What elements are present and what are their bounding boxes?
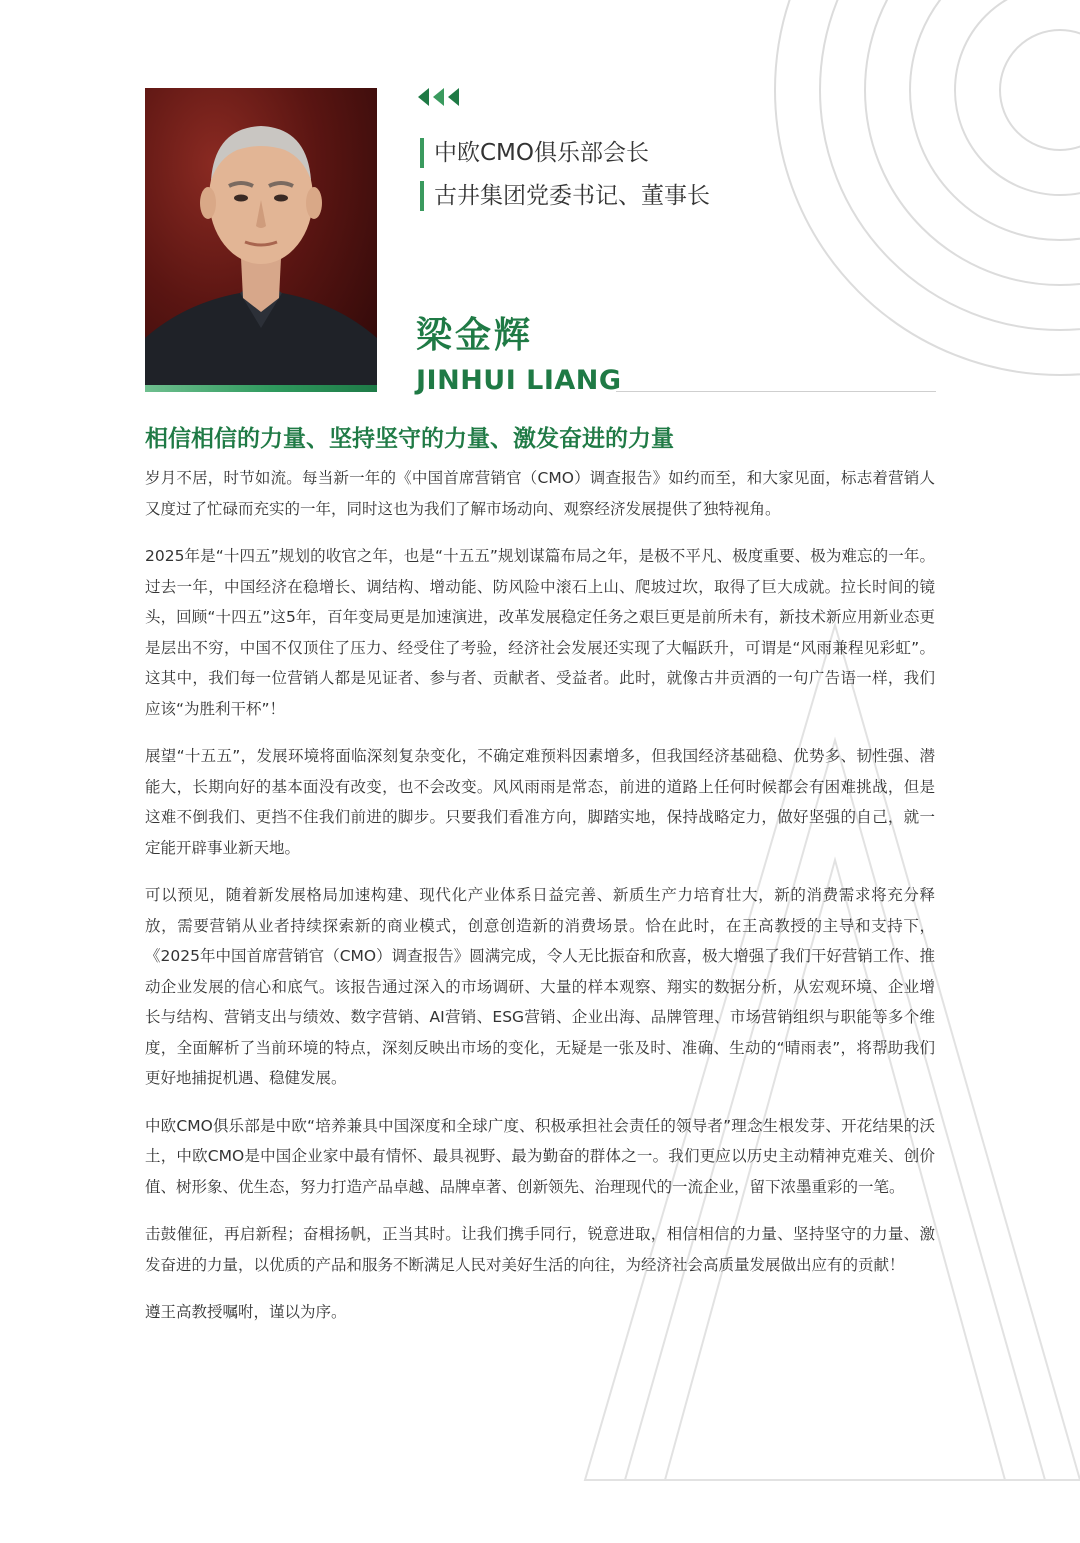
paragraph: 遵王高教授嘱咐，谨以为序。 xyxy=(145,1303,347,1321)
person-name-english: JINHUI LIANG xyxy=(416,365,622,396)
paragraph: 中欧CMO俱乐部是中欧“培养兼具中国深度和全球广度、积极承担社会责任的领导者”理念生根发芽、开花结果的沃土，中欧CMO是中国企业家中最有情怀、最具视野、最为勤奋的群体之一。我们更应以历史主动精神克难关、创价值、树形象、优生态，努力打造产品卓越、品牌卓著、创新领先、治理现代的一流企业，留下浓墨重彩的一笔。 xyxy=(145,1116,935,1196)
portrait-photo xyxy=(145,88,377,392)
chevron-left-icon xyxy=(418,88,429,106)
arrow-decoration xyxy=(418,88,459,106)
title-club-president: 中欧CMO俱乐部会长 xyxy=(420,138,649,168)
portrait-illustration xyxy=(145,88,377,392)
title-group-chairman: 古井集团党委书记、董事长 xyxy=(420,181,710,211)
paragraph: 2025年是“十四五”规划的收官之年，也是“十五五”规划谋篇布局之年，是极不平凡、极度重要、极为难忘的一年。过去一年，中国经济在稳增长、调结构、增动能、防风险中滚石上山、爬坡过坎，取得了巨大成就。拉长时间的镜头，回顾“十四五”这5年，百年变局更是加速演进，改革发展稳定任务之艰巨更是前所未有，新技术新应用新业态更是层出不穷，中国不仅顶住了压力、经受住了考验，经济社会发展还实现了大幅跃升，可谓是“风雨兼程见彩虹”。这其中，我们每一位营销人都是见证者、参与者、贡献者、受益者。此时，就像古井贡酒的一句广告语一样，我们应该“为胜利干杯”！ xyxy=(145,547,935,718)
chevron-left-icon xyxy=(448,88,459,106)
article-body xyxy=(145,463,935,1345)
article-headline: 相信相信的力量、坚持坚守的力量、激发奋进的力量 xyxy=(145,426,674,452)
header-divider xyxy=(616,391,936,392)
chevron-left-icon xyxy=(433,88,444,106)
paragraph: 击鼓催征，再启新程；奋楫扬帆，正当其时。让我们携手同行，锐意进取，相信相信的力量、坚持坚守的力量、激发奋进的力量，以优质的产品和服务不断满足人民对美好生活的向往，为经济社会高质量发展做出应有的贡献！ xyxy=(145,1225,935,1274)
portrait-accent-bar xyxy=(145,385,377,392)
paragraph: 可以预见，随着新发展格局加速构建、现代化产业体系日益完善、新质生产力培育壮大，新的消费需求将充分释放，需要营销从业者持续探索新的商业模式，创意创造新的消费场景。恰在此时，在王高教授的主导和支持下，《2025年中国首席营销官（CMO）调查报告》圆满完成，令人无比振奋和欣喜，极大增强了我们干好营销工作、推动企业发展的信心和底气。该报告通过深入的市场调研、大量的样本观察、翔实的数据分析，从宏观环境、企业增长与结构、营销支出与绩效、数字营销、AI营销、ESG营销、企业出海、品牌管理、市场营销组织与职能等多个维度，全面解析了当前环境的特点，深刻反映出市场的变化，无疑是一张及时、准确、生动的“晴雨表”，将帮助我们更好地捕捉机遇、稳健发展。 xyxy=(145,886,935,1087)
paragraph: 岁月不居，时节如流。每当新一年的《中国首席营销官（CMO）调查报告》如约而至，和大家见面，标志着营销人又度过了忙碌而充实的一年，同时这也为我们了解市场动向、观察经济发展提供了独特视角。 xyxy=(145,469,935,518)
person-name-chinese: 梁金辉 xyxy=(416,315,534,356)
paragraph: 展望“十五五”，发展环境将面临深刻复杂变化，不确定难预料因素增多，但我国经济基础稳、优势多、韧性强、潜能大，长期向好的基本面没有改变，也不会改变。风风雨雨是常态，前进的道路上任何时候都会有困难挑战，但是这难不倒我们、更挡不住我们前进的脚步。只要我们看准方向，脚踏实地，保持战略定力，做好坚强的自己，就一定能开辟事业新天地。 xyxy=(145,747,935,857)
